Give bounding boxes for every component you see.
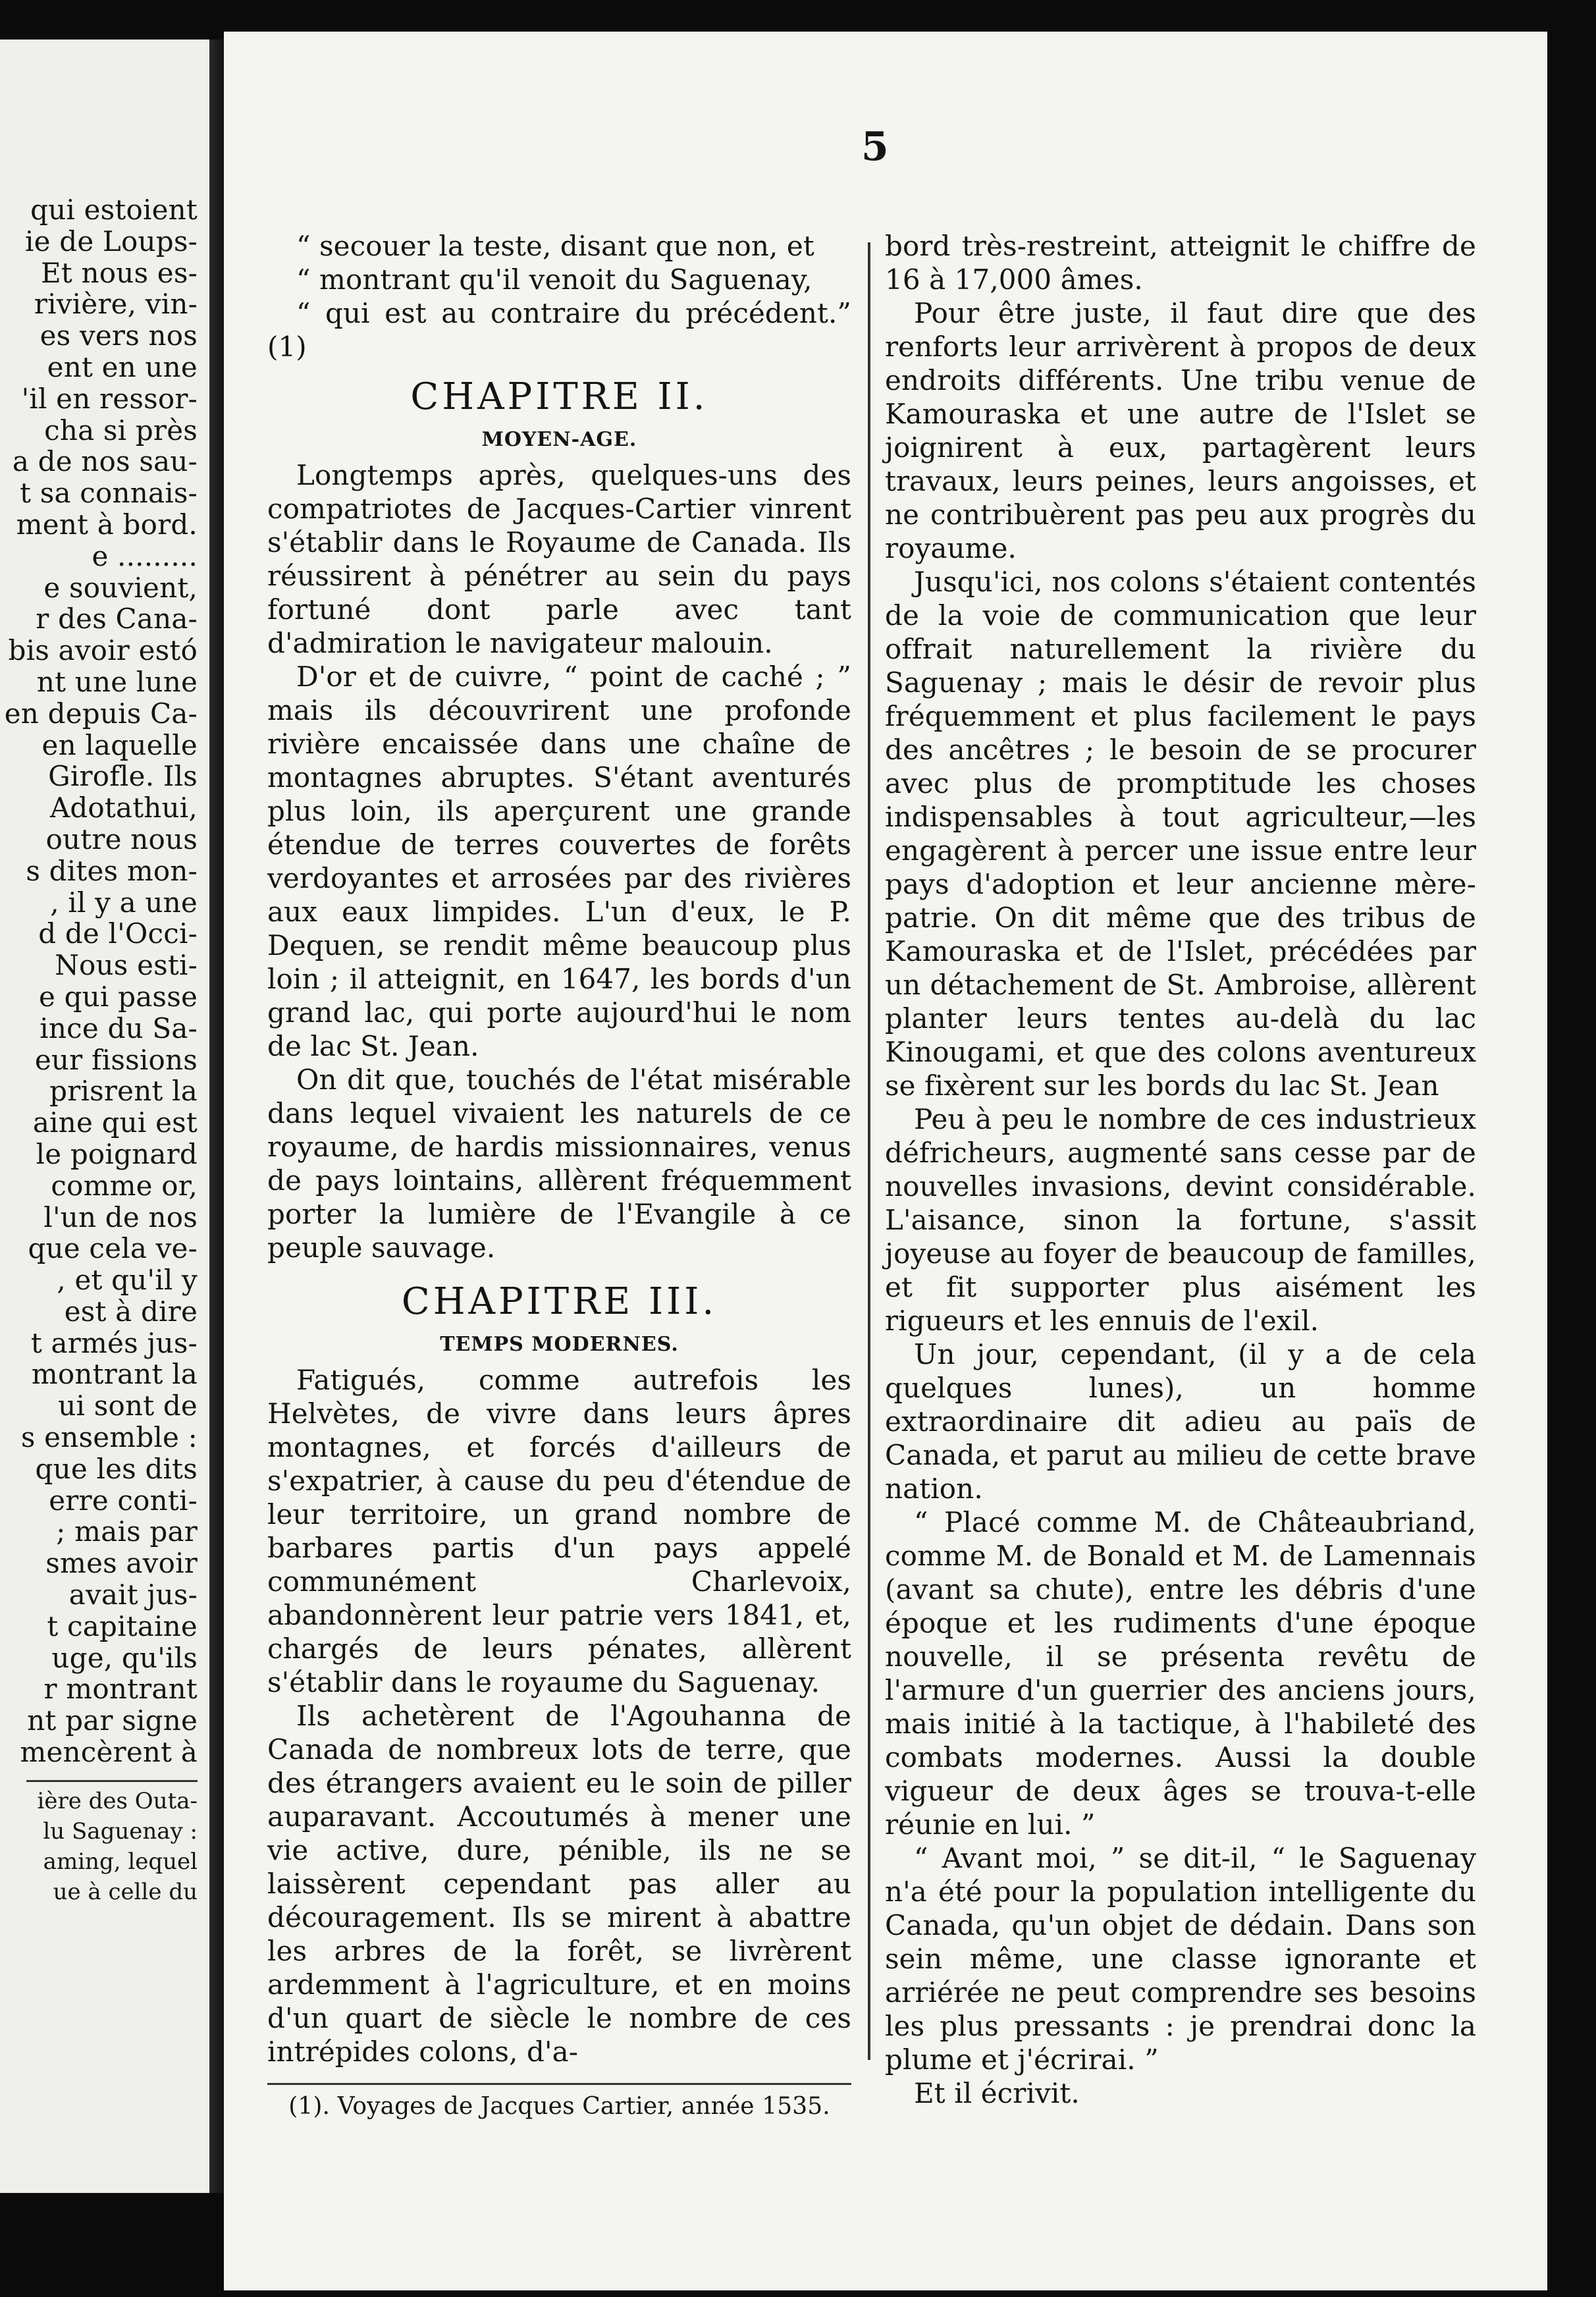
paragraph: Et il écrivit. xyxy=(914,2077,1080,2109)
prev-page-line: t capitaine xyxy=(47,1609,198,1642)
prev-page-line: es vers nos xyxy=(40,319,198,352)
prev-page-line: montrant la xyxy=(31,1358,198,1391)
prev-page-line: cha si près xyxy=(44,414,198,446)
prev-page-line: bis avoir estó xyxy=(8,634,198,667)
prev-page-line: Et nous es- xyxy=(41,256,198,289)
prev-page-line: e souvient, xyxy=(43,571,198,604)
prev-page-line: Nous esti- xyxy=(55,949,198,982)
prev-page-line: ent en une xyxy=(47,350,198,383)
prev-page-line: avait jus- xyxy=(68,1579,198,1611)
paragraph: Jusqu'ici, nos colons s'étaient contentés de la voie de communication que leur offrait naturellement la rivière du Saguenay ; mais le désir de revoir plus fréquemment et plus facilement le pays des ancêtres ; le besoin de se procurer avec plus de promptitude les choses indispensables à tout agriculteur,—les engagèrent à percer une issue entre leur pays d'adoption et leur ancienne mère-patrie. On dit même que des tribus de Kamouraska et de l'Islet, précédées par un détachement de St. Ambroise, allèrent planter leurs tentes au-delà du lac Kinougami, et que des colons aventureux se fixèrent sur les bords du lac St. Jean xyxy=(885,566,1476,1102)
prev-page-line: , et qu'il y xyxy=(57,1264,198,1297)
prev-page-line: eur fissions xyxy=(34,1043,198,1076)
page-number: 5 xyxy=(861,124,889,170)
prev-page-line: Girofle. Ils xyxy=(48,760,198,793)
chapter-2-title: CHAPITRE II. xyxy=(410,375,708,418)
prev-page-line: ince du Sa- xyxy=(40,1012,198,1044)
prev-page-footnote-line: aming, lequel xyxy=(43,1848,198,1875)
prev-page-footnote-line: lu Saguenay : xyxy=(43,1818,198,1845)
paragraph: “ Placé comme M. de Châteaubriand, comme M. de Bonald et M. de Lamennais (avant sa chute), entre les débris d'une époque et les rudiments d'une époque nouvelle, il se présenta revêtu de l'armure d'un guerrier des anciens jours, mais initié à la tactique, à l'habileté des combats modernes. Aussi la double vigueur de deux âges se trouva-t-elle réunie en lui. ” xyxy=(885,1506,1476,1841)
prev-page-line: ui sont de xyxy=(58,1390,198,1422)
quote-line: “ qui est au contraire du précédent.” (1) xyxy=(267,297,851,363)
previous-page-text xyxy=(0,194,198,1907)
chapter-2-subtitle: MOYEN-AGE. xyxy=(481,428,637,451)
prev-page-footnote-line: ue à celle du xyxy=(53,1878,198,1905)
prev-page-line: en laquelle xyxy=(41,728,198,761)
prev-page-line: r des Cana- xyxy=(36,603,198,635)
prev-page-footnote-line: ière des Outa- xyxy=(37,1787,198,1814)
prev-page-line: nt une lune xyxy=(36,665,198,698)
prev-page-line: rivière, vin- xyxy=(34,288,198,321)
prev-page-line: r montrant xyxy=(43,1673,198,1706)
prev-page-line: smes avoir xyxy=(45,1547,198,1580)
prev-page-line: que cela ve- xyxy=(28,1232,198,1265)
footnote: (1). Voyages de Jacques Cartier, année 1535. xyxy=(288,2093,830,2120)
paragraph: Un jour, cependant, (il y a de cela quelques lunes), un homme extraordinaire dit adieu au païs de Canada, et parut au milieu de cette brave nation. xyxy=(885,1338,1476,1505)
left-column xyxy=(267,229,851,2122)
paragraph: On dit que, touchés de l'état misérable dans lequel vivaient les naturels de ce royaume, de hardis missionnaires, venus de pays lointains, allèrent fréquemment porter la lumière de l'Evangile à ce peuple sauvage. xyxy=(267,1064,851,1264)
prev-page-line: erre conti- xyxy=(49,1484,198,1517)
paragraph: “ Avant moi, ” se dit-il, “ le Saguenay n'a été pour la population intelligente du Canada, qu'un objet de dédain. Dans son sein même, une classe ignorante et arriérée ne peut comprendre ses besoins les plus pressants : je prendrai donc la plume et j'écrirai. ” xyxy=(885,1842,1476,2076)
paragraph: bord très-restreint, atteignit le chiffre de 16 à 17,000 âmes. xyxy=(885,230,1476,296)
paragraph: Longtemps après, quelques-uns des compatriotes de Jacques-Cartier vinrent s'établir dans le Royaume de Canada. Ils réussirent à pénétrer au sein du pays fortuné dont parle avec tant d'admiration le navigateur malouin. xyxy=(267,459,851,659)
prev-page-line: ; mais par xyxy=(56,1515,198,1548)
prev-page-line: est à dire xyxy=(64,1295,198,1328)
quote-line: “ montrant qu'il venoit du Saguenay, xyxy=(296,263,812,296)
prev-page-line: s dites mon- xyxy=(26,854,198,887)
paragraph: Peu à peu le nombre de ces industrieux défricheurs, augmenté sans cesse par de nouvelles invasions, devint considérable. L'aisance, sinon la fortune, s'assit joyeuse au foyer de beaucoup de familles, et fit supporter plus aisément les rigueurs et les ennuis de l'exil. xyxy=(885,1103,1476,1337)
prev-page-line: ment à bord. xyxy=(16,508,198,541)
prev-page-line: en depuis Ca- xyxy=(4,697,198,730)
book-page xyxy=(224,32,1547,2290)
prev-page-line: Adotathui, xyxy=(49,792,198,824)
chapter-3-subtitle: TEMPS MODERNES. xyxy=(440,1333,679,1356)
prev-page-line: l'un de nos xyxy=(43,1201,198,1233)
prev-page-line: nt par signe xyxy=(27,1704,198,1737)
paragraph: Ils achetèrent de l'Agouhanna de Canada de nombreux lots de terre, que des étrangers avaient eu le soin de piller auparavant. Accoutumés à mener une vie active, dure, pénible, ils ne se laissèrent cependant pas aller au découragement. Ils se mirent à abattre les arbres de la forêt, se livrèrent ardemment à l'agriculture, et en moins d'un quart de siècle le nombre de ces intrépides colons, d'a- xyxy=(267,1700,851,2068)
quote-line: “ secouer la teste, disant que non, et xyxy=(296,230,814,262)
prev-page-line: e ......... xyxy=(92,539,198,572)
paragraph: Pour être juste, il faut dire que des renforts leur arrivèrent à propos de deux endroits différents. Une tribu venue de Kamouraska et une autre de l'Islet se joignirent à eux, partagèrent leurs travaux, leurs peines, leurs angoisses, et ne contribuèrent pas peu aux progrès du royaume. xyxy=(885,297,1476,564)
prev-page-line: a de nos sau- xyxy=(12,445,198,478)
prev-page-line: aine qui est xyxy=(32,1106,198,1139)
prev-page-line: qui estoient xyxy=(30,194,198,226)
prev-page-line: t sa connais- xyxy=(20,477,198,510)
prev-page-line: que les dits xyxy=(35,1452,198,1485)
prev-page-line: prisrent la xyxy=(49,1075,198,1108)
prev-page-line: t armés jus- xyxy=(30,1326,198,1359)
prev-page-line: comme or, xyxy=(51,1169,198,1202)
right-column xyxy=(885,229,1476,2110)
prev-page-line: 'il en ressor- xyxy=(21,382,198,415)
prev-page-line: outre nous xyxy=(45,823,198,855)
chapter-3-title: CHAPITRE III. xyxy=(401,1280,718,1323)
prev-page-line: ie de Loups- xyxy=(25,225,198,257)
prev-page-line: , il y a une xyxy=(50,886,198,919)
prev-page-line: uge, qu'ils xyxy=(51,1641,198,1674)
footnote-rule xyxy=(267,2083,851,2085)
prev-page-line: mencèrent à xyxy=(20,1736,198,1769)
prev-page-footnote-rule xyxy=(26,1780,198,1782)
paragraph: D'or et de cuivre, “ point de caché ; ” mais ils découvrirent une profonde rivière encaissée dans une chaîne de montagnes abruptes. S'étant aventurés plus loin, ils aperçurent une grande étendue de terres couvertes de forêts verdoyantes et arrosées par des rivières aux eaux limpides. L'un d'eux, le P. Dequen, se rendit même beaucoup plus loin ; il atteignit, en 1647, les bords d'un grand lac, qui porte aujourd'hui le nom de lac St. Jean. xyxy=(267,661,851,1062)
column-divider xyxy=(868,242,870,2060)
prev-page-line: e qui passe xyxy=(38,980,198,1013)
prev-page-line: d de l'Occi- xyxy=(38,917,198,950)
paragraph: Fatigués, comme autrefois les Helvètes, de vivre dans leurs âpres montagnes, et forcés d'ailleurs de s'expatrier, à cause du peu d'étendue de leur territoire, un grand nombre de barbares partis d'un pays appelé communément Charlevoix, abandonnèrent leur patrie vers 1841, et, chargés de leurs pénates, allèrent s'établir dans le royaume du Saguenay. xyxy=(267,1364,851,1698)
prev-page-line: le poignard xyxy=(36,1137,198,1170)
previous-page-fragment xyxy=(0,40,209,2193)
prev-page-line: s ensemble : xyxy=(20,1421,198,1454)
